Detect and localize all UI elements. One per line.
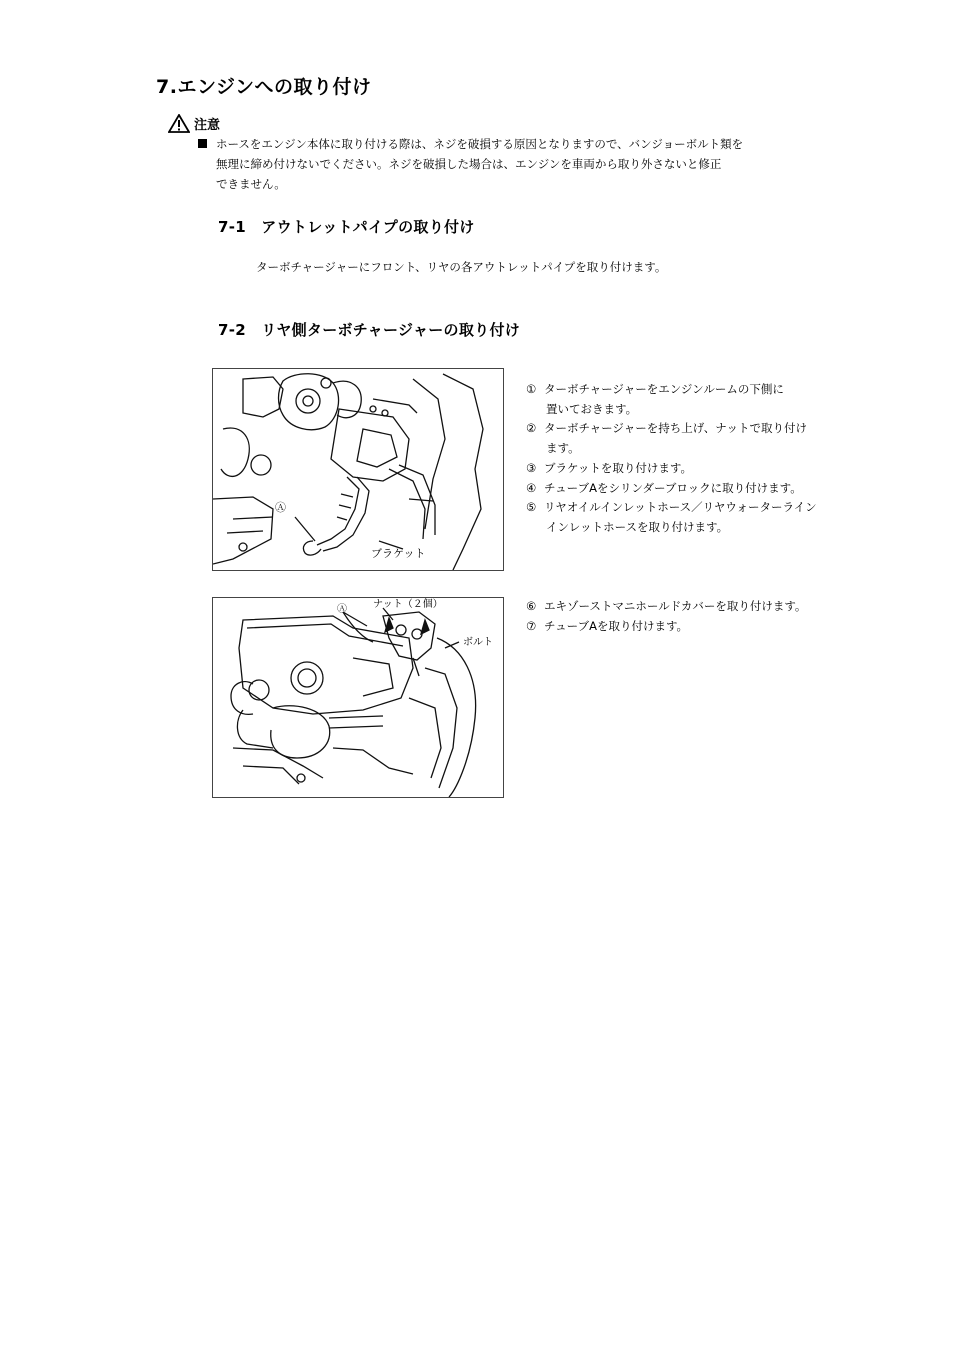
step-3: ③ ブラケットを取り付けます。: [526, 461, 693, 475]
step-6: ⑥ エキゾーストマニホールドカバーを取り付けます。: [526, 599, 807, 613]
step-2: ② ターボチャージャーを持ち上げ、ナットで取り付け ます。: [526, 421, 808, 455]
caution-header: [168, 114, 220, 133]
step-7: ⑦ チューブAを取り付けます。: [526, 619, 689, 633]
label-bolt: ボルト: [463, 637, 493, 648]
step-4: ④ チューブAをシリンダーブロックに取り付けます。: [526, 481, 802, 495]
section-1-text: ターボチャージャーにフロント、リヤの各アウトレットパイプを取り付けます。: [256, 260, 667, 274]
turbocharger-figure-2: [212, 597, 504, 798]
step-5: ⑤ リヤオイルインレットホース／リヤウォーターライン インレットホースを取り付けます。: [526, 500, 817, 534]
engine-drawing-1: [213, 369, 503, 570]
caution-line-1: ホースをエンジン本体に取り付ける際は、ネジを破損する原因となりますので、バンジョーボルト類を: [216, 137, 744, 151]
caution-line-2: 無理に締め付けないでください。ネジを破損した場合は、エンジンを車両から取り外さないと修正: [216, 157, 722, 171]
turbocharger-figure-1: [212, 368, 504, 571]
warning-triangle-icon: [168, 114, 190, 133]
label-bracket: ブラケット: [371, 547, 426, 560]
label-nut: ナット（２個）: [373, 599, 443, 610]
label-a-2: Ⓐ: [337, 604, 347, 615]
section-1-title: 7-1 アウトレットパイプの取り付け: [218, 218, 475, 236]
engine-drawing-2: [213, 598, 503, 797]
bullet-square: [198, 139, 207, 148]
caution-label: 注意: [194, 118, 221, 133]
section-2-title: 7-2 リヤ側ターボチャージャーの取り付け: [218, 321, 521, 339]
label-a-1: Ⓐ: [275, 501, 286, 514]
page-title: 7.エンジンへの取り付け: [156, 76, 372, 98]
step-1: ① ターボチャージャーをエンジンルームの下側に 置いておきます。: [526, 382, 784, 416]
caution-line-3: できません。: [216, 177, 286, 191]
